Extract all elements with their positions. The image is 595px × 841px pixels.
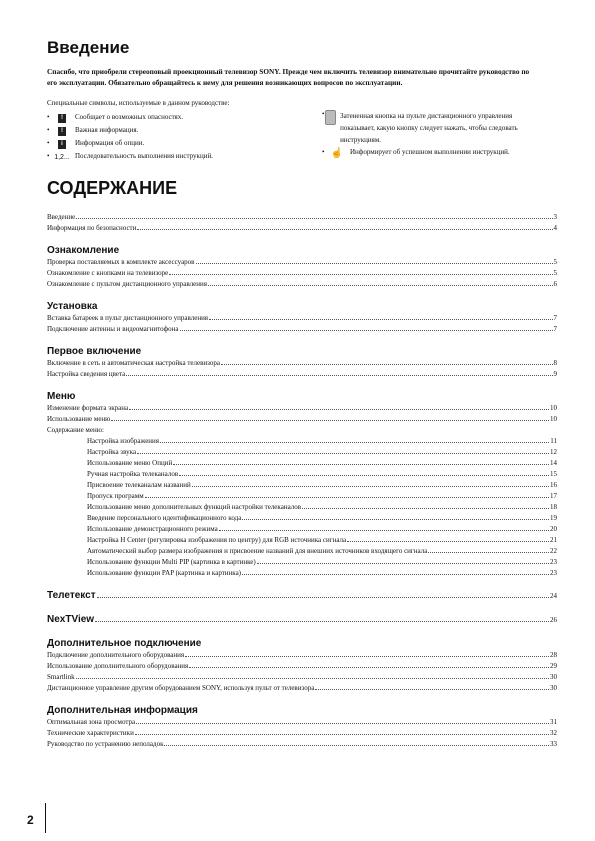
symbol-steps: • 1,2... Последовательность выполнения инструкций. (47, 152, 213, 161)
symbol-important-text: Важная информация. (75, 126, 139, 134)
toc-entry-nextview[interactable]: NexTView 26 (47, 614, 557, 625)
shaded-button-icon (325, 110, 336, 125)
symbol-ok-text: Информирует об успешном выполнении инструкций. (350, 148, 510, 156)
toc-entry[interactable]: Использование меню 10 (47, 415, 557, 423)
toc-entry[interactable]: Введение 3 (47, 213, 557, 221)
symbol-warning: • ! Сообщает о возможных опасностях. (47, 113, 184, 121)
toc-sub-entry[interactable]: Использование функции PAP (картинка и картинка) 23 (87, 569, 557, 577)
page-number: 2 (27, 813, 34, 827)
toc-section-heading: Меню (47, 391, 76, 402)
symbol-important: • ! Важная информация. (47, 126, 139, 134)
toc-sub-entry[interactable]: Настройка изображения 11 (87, 437, 557, 445)
toc-section-heading: Первое включение (47, 346, 142, 357)
toc-entry-teletext[interactable]: Телетекст 24 (47, 590, 557, 601)
toc-sub-entry[interactable]: Пропуск программ 17 (87, 492, 557, 500)
ok-hand-icon: ☝ (330, 148, 344, 159)
symbols-header: Специальные символы, используемые в данном руководстве: (47, 99, 230, 107)
symbol-shaded-button: • Затененная кнопка на пульте дистанционного управления показывает, какую кнопку следует нажать, чтобы следовать инструкциям. (322, 110, 542, 146)
toc-section-heading: Дополнительное подключение (47, 638, 202, 649)
toc-entry[interactable]: Информация по безопасности 4 (47, 224, 557, 232)
toc-sub-entry[interactable]: Настройка H Center (регулировка изображения по центру) для RGB источника сигнала 21 (87, 536, 557, 544)
toc-section-heading: Ознакомление (47, 245, 120, 256)
toc-entry[interactable]: Подключение антенны и видеомагнитофона 7 (47, 325, 557, 333)
toc-sub-entry[interactable]: Автоматический выбор размера изображения и присвоение названий для внешних источников входящего сигнала 22 (87, 547, 557, 555)
toc-section-heading: Дополнительная информация (47, 705, 198, 716)
table-of-contents (47, 212, 557, 750)
toc-sub-entry[interactable]: Использование меню Опций 14 (87, 459, 557, 467)
intro-thanks-text: Спасибо, что приобрели стереоповый проекционный телевизор SONY. Прежде чем включить телевизор внимательно прочитайте руководство по его эксплуатации. Обязательно обращайтесь к нему для решения возникающих вопросов по эксплуатации. (47, 67, 530, 87)
toc-entry[interactable]: Руководство по устранению неполадок 33 (47, 740, 557, 748)
toc-entry[interactable]: Изменение формата экрана 10 (47, 404, 557, 412)
symbol-ok: • ☝ Информирует об успешном выполнении инструкций. (322, 148, 510, 159)
toc-entry[interactable]: Использование дополнительного оборудования 29 (47, 662, 557, 670)
toc-sub-entry[interactable]: Настройка звука 12 (87, 448, 557, 456)
toc-sub-entry[interactable]: Введение персонального идентификационного кода 19 (87, 514, 557, 522)
toc-entry[interactable]: Вставка батареек в пульт дистанционного управления 7 (47, 314, 557, 322)
toc-entry[interactable]: Ознакомление с кнопками на телевизоре 5 (47, 269, 557, 277)
symbol-info: • i Информация об опции. (47, 139, 145, 147)
symbol-shaded-button-text: Затененная кнопка на пульте дистанционного управления показывает, какую кнопку следует нажать, чтобы следовать инструкциям. (340, 112, 518, 144)
toc-entry[interactable]: Оптимальная зона просмотра 31 (47, 718, 557, 726)
toc-entry[interactable]: Включение в сеть и автоматическая настройка телевизора 8 (47, 359, 557, 367)
toc-subheading: Содержание меню: (47, 426, 104, 434)
important-icon: ! (58, 127, 66, 136)
toc-entry[interactable]: Ознакомление с пультом дистанционного управления 6 (47, 280, 557, 288)
steps-icon: 1,2... (54, 154, 70, 161)
toc-section-heading: Установка (47, 301, 98, 312)
toc-entry[interactable]: Настройка сведения цвета 9 (47, 370, 557, 378)
warning-icon: ! (58, 114, 66, 123)
toc-sub-entry[interactable]: Ручная настройка телеканалов 15 (87, 470, 557, 478)
toc-sub-entry[interactable]: Использование меню дополнительных функций настройки телеканалов 18 (87, 503, 557, 511)
toc-entry[interactable]: Технические характеристики 32 (47, 729, 557, 737)
info-icon: i (58, 140, 66, 149)
toc-sub-entry[interactable]: Присвоение телеканалам названий 16 (87, 481, 557, 489)
toc-sub-entry[interactable]: Использование демонстрационного режима 20 (87, 525, 557, 533)
toc-title: СОДЕРЖАНИЕ (47, 178, 178, 198)
toc-entry[interactable]: Проверка поставляемых в комплекте аксессуаров 5 (47, 258, 557, 266)
toc-entry[interactable]: Дистанционное управление другим оборудованием SONY, используя пульт от телевизора 30 (47, 684, 557, 692)
toc-sub-entry[interactable]: Использование функции Multi PIP (картинка в картинке) 23 (87, 558, 557, 566)
symbol-info-text: Информация об опции. (75, 139, 145, 147)
page-number-divider (45, 803, 46, 833)
symbol-steps-text: Последовательность выполнения инструкций. (75, 152, 213, 160)
symbol-warning-text: Сообщает о возможных опасностях. (75, 113, 184, 121)
intro-title: Введение (47, 38, 130, 57)
toc-entry[interactable]: Smartlink 30 (47, 673, 557, 681)
toc-entry[interactable]: Подключение дополнительного оборудования 28 (47, 651, 557, 659)
